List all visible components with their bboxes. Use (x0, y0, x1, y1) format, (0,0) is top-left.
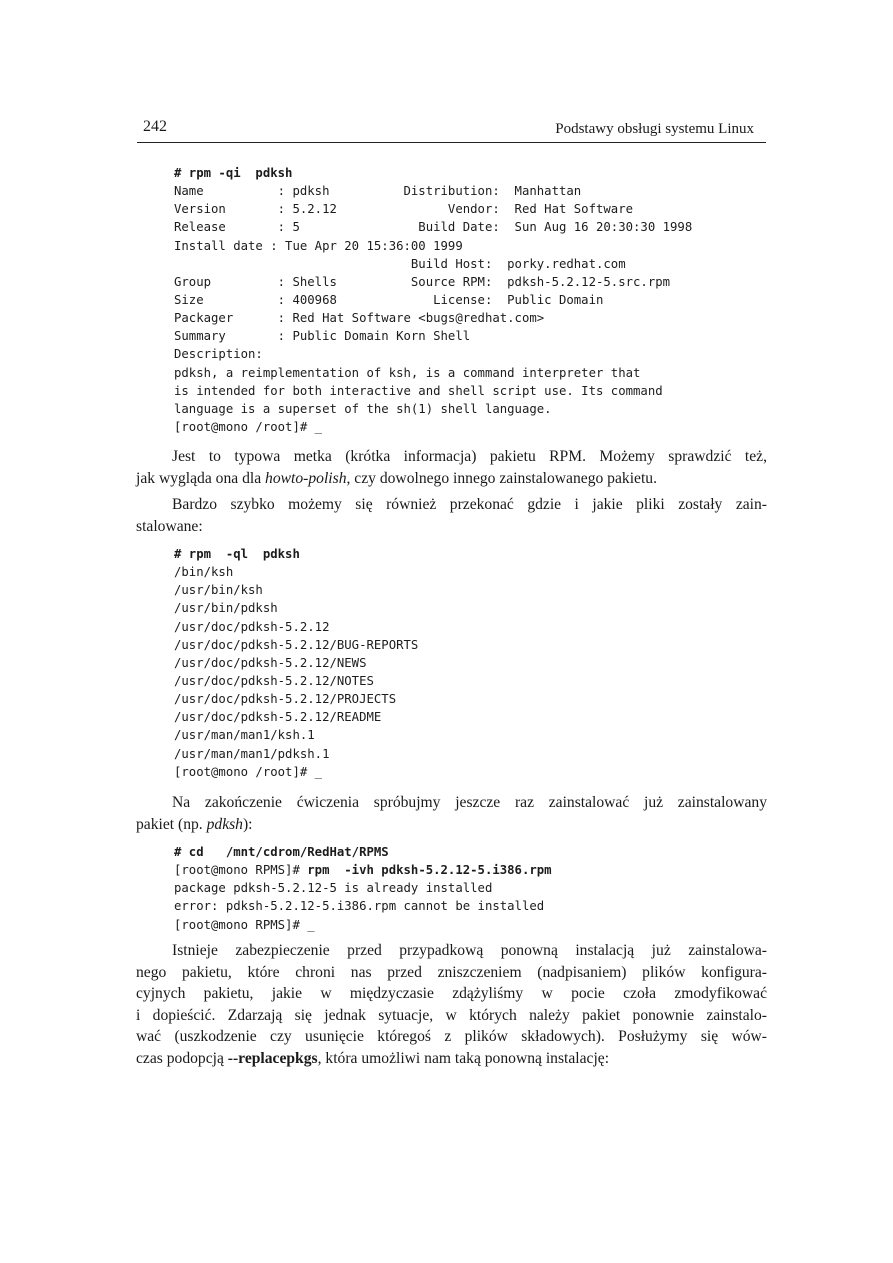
code-line: /usr/man/man1/pdksh.1 (174, 746, 330, 761)
running-title: Podstawy obsługi systemu Linux (555, 121, 754, 137)
package-name-emphasis: howto-polish (265, 469, 347, 487)
code-line: Summary : Public Domain Korn Shell (174, 329, 471, 344)
code-line: [root@mono /root]# _ (174, 764, 323, 779)
code-line: /usr/doc/pdksh-5.2.12/NOTES (174, 673, 374, 688)
code-line: /usr/doc/pdksh-5.2.12/NEWS (174, 655, 367, 670)
code-line: Version : 5.2.12 Vendor: Red Hat Software (174, 202, 634, 217)
code-line: language is a superset of the sh(1) shell language. (174, 401, 552, 416)
code-line: [root@mono RPMS]# _ (174, 917, 315, 932)
package-name-emphasis: pdksh (206, 815, 243, 833)
code-line: Packager : Red Hat Software <bugs@redhat.com> (174, 311, 545, 326)
code-line: is intended for both interactive and shell script use. Its command (174, 383, 663, 398)
code-line: Build Host: porky.redhat.com (174, 256, 626, 271)
code-command: # rpm -qi pdksh (174, 166, 293, 180)
code-line: package pdksh-5.2.12-5 is already installed (174, 881, 493, 896)
code-line: Release : 5 Build Date: Sun Aug 16 20:30:30 1998 (174, 220, 693, 235)
code-line: Install date : Tue Apr 20 15:36:00 1999 (174, 238, 463, 253)
paragraph-installed-files (136, 494, 767, 537)
code-line: Name : pdksh Distribution: Manhattan (174, 184, 582, 199)
code-line: error: pdksh-5.2.12-5.i386.rpm cannot be installed (174, 899, 545, 914)
paragraph-line: nego pakietu, które chroni nas przed zniszczeniem (nadpisaniem) plików konfigura- (136, 963, 767, 981)
code-line: /usr/doc/pdksh-5.2.12/README (174, 710, 382, 725)
paragraph-line: pakiet (np. pdksh): (136, 815, 253, 833)
code-line: /usr/doc/pdksh-5.2.12/PROJECTS (174, 692, 397, 707)
paragraph-replacepkgs (136, 940, 767, 1070)
code-line: pdksh, a reimplementation of ksh, is a command interpreter that (174, 365, 641, 380)
code-block-rpm-ivh (174, 843, 552, 934)
code-line: /usr/bin/ksh (174, 583, 263, 598)
code-line: /usr/bin/pdksh (174, 601, 278, 616)
paragraph-line: czas podopcją --replacepkgs, która umożliwi nam taką ponowną instalację: (136, 1049, 610, 1067)
code-command: rpm -ivh pdksh-5.2.12-5.i386.rpm (307, 863, 552, 878)
paragraph-line: Jest to typowa metka (krótka informacja) pakietu RPM. Możemy sprawdzić też, (172, 448, 767, 465)
paragraph-line: wać (uszkodzenie czy usunięcie któregoś z plików składowych). Posłużymy się wów- (136, 1028, 767, 1046)
option-name: --replacepkgs (227, 1049, 318, 1067)
code-line: [root@mono RPMS]# rpm -ivh pdksh-5.2.12-5.i386.rpm (174, 863, 552, 878)
code-line: Group : Shells Source RPM: pdksh-5.2.12-5.src.rpm (174, 274, 671, 289)
paragraph-line: Bardzo szybko możemy się również przekonać gdzie i jakie pliki zostały zain- (172, 496, 767, 513)
paragraph-reinstall (136, 792, 767, 835)
code-line: /bin/ksh (174, 565, 234, 580)
code-command: # rpm -ql pdksh (174, 547, 300, 561)
paragraph-line: Na zakończenie ćwiczenia spróbujmy jeszcze raz zainstalować już zainstalowany (172, 794, 767, 811)
paragraph-line: Istnieje zabezpieczenie przed przypadkową ponowną instalacją już zainstalowa- (172, 942, 767, 959)
code-line: /usr/man/man1/ksh.1 (174, 728, 315, 743)
paragraph-rpm-label (136, 446, 767, 489)
code-block-rpm-ql (174, 545, 418, 781)
code-line: /usr/doc/pdksh-5.2.12 (174, 619, 330, 634)
code-line: Description: (174, 347, 263, 362)
paragraph-line: i dopieścić. Zdarzają się jednak sytuacje, w których należy pakiet ponownie zainstalo- (136, 1006, 767, 1024)
paragraph-line: stalowane: (136, 517, 203, 535)
page-header (137, 116, 766, 143)
page-number: 242 (143, 118, 167, 135)
code-block-rpm-qi (174, 164, 692, 436)
paragraph-line: jak wygląda ona dla howto-polish, czy dowolnego innego zainstalowanego pakietu. (136, 469, 657, 487)
code-line: [root@mono /root]# _ (174, 419, 323, 434)
code-command: # cd /mnt/cdrom/RedHat/RPMS (174, 845, 389, 859)
code-line: /usr/doc/pdksh-5.2.12/BUG-REPORTS (174, 637, 419, 652)
code-line: Size : 400968 License: Public Domain (174, 292, 604, 307)
paragraph-line: cyjnych pakietu, jakie w międzyczasie zdążyliśmy w pocie czoła zmodyfikować (136, 985, 767, 1003)
